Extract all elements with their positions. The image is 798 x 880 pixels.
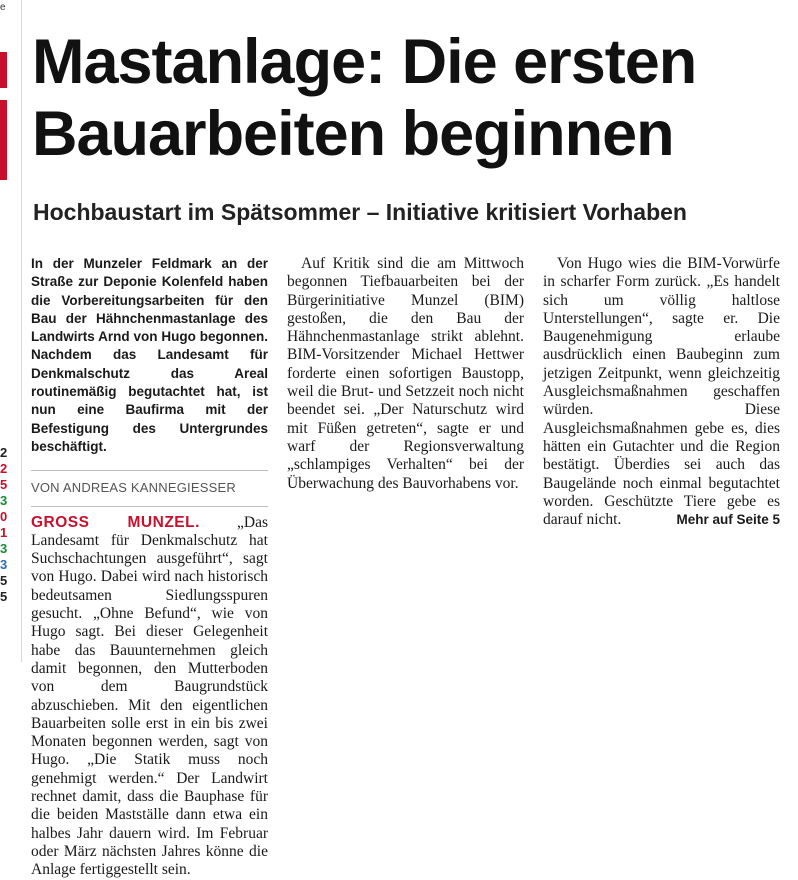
adjacent-page-red-bar [0, 100, 7, 180]
body-paragraph-1 [31, 514, 268, 880]
adjacent-page-digit: 0 [0, 510, 8, 524]
headline: Mastanlage: Die ersten Bauarbeiten beginnen [32, 27, 697, 169]
adjacent-page-digit: 3 [0, 494, 8, 508]
adjacent-page-strip [0, 0, 22, 662]
adjacent-page-red-bar [0, 52, 7, 88]
adjacent-page-digit: 3 [0, 542, 8, 556]
body-paragraph-3-text: Von Hugo wies die BIM-Vorwürfe in scharfer Form zurück. „Es handelt sich um völlig haltlose Unterstellungen“, sagte er. Die Baugenehmigung erlaube ausdrücklich einen Baubeginn zum jetzigen Zeitpunkt, wenn gleichzeitig Ausgleichsmaßnahmen geschaffen würden. Diese Ausgleichsmaßnahmen gebe es, dies hätten ein Gutachter und die Region bestätigt. Überdies sei auch das Baugelände noch einmal begutachtet worden. Geschützte Tiere gebe es darauf nicht. [543, 255, 780, 529]
subheadline: Hochbaustart im Spätsommer – Initiative kritisiert Vorhaben [33, 199, 687, 225]
adjacent-page-digit: 5 [0, 478, 8, 492]
adjacent-page-digit: 3 [0, 558, 8, 572]
adjacent-page-digit: 5 [0, 590, 8, 604]
adjacent-page-digit: 2 [0, 446, 8, 460]
adjacent-page-digit: 2 [0, 462, 8, 476]
byline-rule-top [31, 470, 268, 471]
continued-on-page-link[interactable]: Mehr auf Seite 5 [676, 512, 780, 528]
page-gutter-rule [21, 0, 22, 662]
adjacent-page-digit: 1 [0, 526, 8, 540]
byline: VON ANDREAS KANNEGIESSER [31, 480, 236, 496]
byline-rule-bottom [31, 506, 268, 507]
column-2 [287, 255, 524, 493]
column-3 [543, 255, 780, 529]
lead-paragraph: In der Munzeler Feldmark an der Straße zur Deponie Kolenfeld haben die Vorbereitungsarbeiten für den Bau der Hähnchenmastanlage des Landwirts Arnd von Hugo begonnen. Nachdem das Landesamt für Denkmalschutz das Areal routinemäßig begutachtet hat, ist nun eine Baufirma mit der Befestigung des Untergrundes beschäftigt. [31, 256, 268, 454]
adjacent-page-digit: 5 [0, 574, 8, 588]
body-paragraph-1-text: „Das Landesamt für Denkmalschutz hat Suchschachtungen ausgeführt“, sagt von Hugo. Dabei wird nach historisch bedeutsamen Siedlungsspuren gesucht. „Ohne Befund“, wie von Hugo sagt. Bei dieser Gelegenheit habe das Bauunternehmen gleich damit begonnen, den Mutterboden von dem Baugrundstück abzuschieben. Mit den eigentlichen Bauarbeiten solle erst in ein bis zwei Monaten begonnen werden, sagt von Hugo. „Die Statik muss noch genehmigt werden.“ Der Landwirt rechnet damit, dass die Bauphase für die beiden Mastställe dann etwa ein halbes Jahr dauern wird. Im Februar oder März nächsten Jahres könne die Anlage fertiggestellt sein. [31, 513, 269, 879]
body-text-flow [31, 514, 268, 880]
column-1 [31, 255, 268, 880]
adjacent-page-letter: e [0, 2, 6, 13]
dateline: GROSS MUNZEL. [31, 513, 200, 531]
body-paragraph-3 [543, 255, 780, 529]
body-paragraph-2: Auf Kritik sind die am Mittwoch begonnen Tiefbauarbeiten bei der Bürgerinitiative Munzel (BIM) gestoßen, die den Bau der Hähnchenmastanlage strikt ablehnt. BIM-Vorsitzender Michael Hettwer forderte einen sofortigen Baustopp, weil die Brut- und Setzzeit noch nicht beendet sei. „Der Naturschutz wird mit Füßen getreten“, sagte er und warf der Regionsverwaltung „schlampiges Verhalten“ bei der Überwachung des Bauvorhabens vor. [287, 255, 524, 492]
